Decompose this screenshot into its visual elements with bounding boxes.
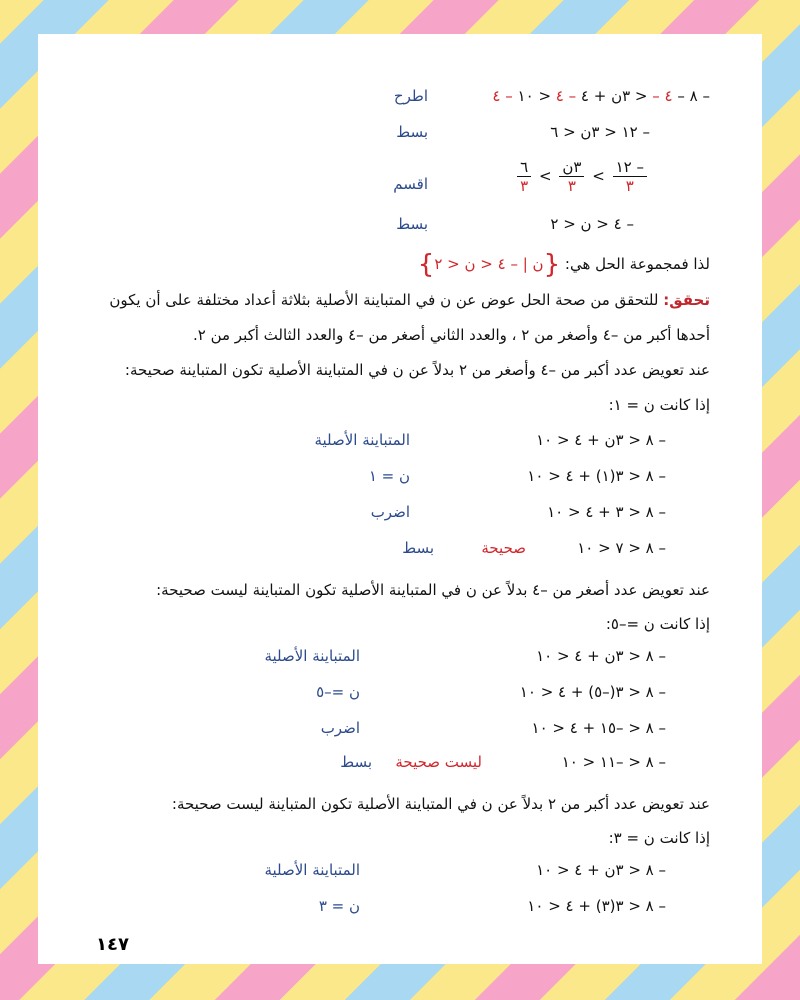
solution-set: ن | – ٤ < ن < ٢ [434,255,544,273]
step2-math: – ١٢ < ٣ن < ٦ [550,123,650,141]
page-number: ١٤٧ [96,934,129,955]
check-line2: أحدها أكبر من –٤ وأصغر من ٢ ، والعدد الثاني أصغر من –٤ والعدد الثالث أكبر من ٢. [192,326,710,344]
case2-row3-math: – ٨ < –١٥ + ٤ < ١٠ [531,719,666,737]
case3-row1-math: – ٨ < ٣ن + ٤ < ١٠ [536,861,666,879]
case1-row1-math: – ٨ < ٣ن + ٤ < ١٠ [536,431,666,449]
case2-row3-label: اضرب [320,719,360,737]
step2-label: بسط [396,123,428,141]
case1-row4-label: بسط [402,539,434,557]
page [38,34,762,964]
case3-row2-label: ن = ٣ [318,897,360,915]
case3-intro-line1: عند تعويض عدد أكبر من ٢ بدلاً عن ن في المتباينة الأصلية تكون المتباينة ليست صحيحة: [171,795,710,813]
step3-math: $\frac{- ١٢}{٣}$ > $\frac{\text{٣ن}}{٣}$ > $\frac{٦}{٣}$ [514,158,650,195]
case1-row1-label: المتباينة الأصلية [314,431,410,449]
case1-row3-label: اضرب [370,503,410,521]
case1-row2-label: ن = ١ [368,467,410,485]
check-line3: عند تعويض عدد أكبر من –٤ وأصغر من ٢ بدلاً عن ن في المتباينة الأصلية تكون المتباينة صحيحة: [124,361,710,379]
fraction-1: $\frac{- ١٢}{٣}$ [613,158,647,195]
check-line4: إذا كانت ن = ١: [608,396,710,414]
case1-status: صحيحة [481,539,526,557]
case2-row4-label: بسط [340,753,372,771]
case2-intro-line1: عند تعويض عدد أصغر من –٤ بدلاً عن ن في المتباينة الأصلية تكون المتباينة ليست صحيحة: [156,581,710,599]
case1-row3-math: – ٨ < ٣ + ٤ < ١٠ [547,503,666,521]
fraction-2: $\frac{\text{٣ن}}{٣}$ [559,158,584,195]
case1-row4-math: – ٨ < ٧ < ١٠ [577,539,666,557]
step1-math: – ٨ – ٤ – < ٣ن + ٤ – ٤ < ١٠ – ٤ [492,87,710,105]
case2-intro-line2: إذا كانت ن =–٥: [605,615,710,633]
check-line1: تحقق: للتحقق من صحة الحل عوض عن ن في المتباينة الأصلية بثلاثة أعداد مختلفة على أن يكون [109,291,710,309]
solution-line: لذا فمجموعة الحل هي: {ن | – ٤ < ن < ٢} [417,249,710,280]
fraction-3: $\frac{٦}{٣}$ [517,158,531,195]
step1-label: اطرح [393,87,428,105]
case1-row2-math: – ٨ < ٣(١) + ٤ < ١٠ [527,467,666,485]
case3-row1-label: المتباينة الأصلية [264,861,360,879]
case2-row1-math: – ٨ < ٣ن + ٤ < ١٠ [536,647,666,665]
check-title: تحقق: [663,291,710,309]
case2-row2-math: – ٨ < ٣(–٥) + ٤ < ١٠ [519,683,666,701]
case2-row4-math: – ٨ < –١١ < ١٠ [561,753,666,771]
case2-row2-label: ن =–٥ [316,683,360,701]
step3-label: اقسم [393,175,428,193]
case2-row1-label: المتباينة الأصلية [264,647,360,665]
case3-row2-math: – ٨ < ٣(٣) + ٤ < ١٠ [527,897,666,915]
case3-intro-line2: إذا كانت ن = ٣: [608,829,710,847]
step4-math: – ٤ < ن < ٢ [550,215,634,233]
step4-label: بسط [396,215,428,233]
case2-status: ليست صحيحة [395,753,482,771]
